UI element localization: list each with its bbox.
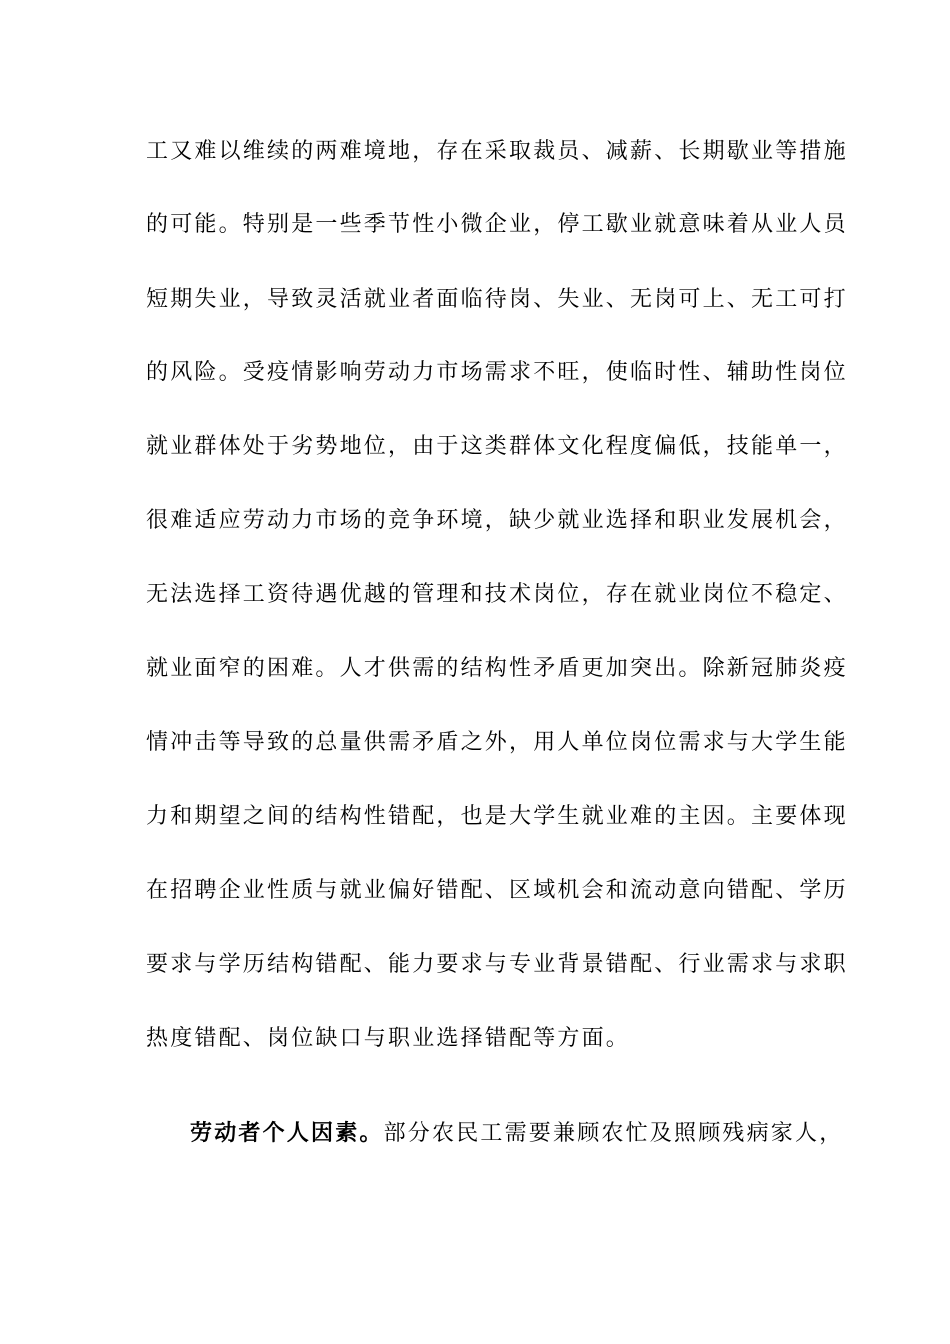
body-text-line: 就业群体处于劣势地位，由于这类群体文化程度偏低，技能单一，	[146, 434, 848, 459]
body-text-line: 力和期望之间的结构性错配，也是大学生就业难的主因。主要体现	[146, 804, 848, 829]
paragraph-line	[190, 1118, 844, 1149]
body-text-line: 要求与学历结构错配、能力要求与专业背景错配、行业需求与求职	[146, 952, 848, 977]
body-text-line: 就业面窄的困难。人才供需的结构性矛盾更加突出。除新冠肺炎疫	[146, 656, 848, 681]
body-text-line: 的风险。受疫情影响劳动力市场需求不旺，使临时性、辅助性岗位	[146, 360, 848, 385]
body-text-line: 工又难以维续的两难境地，存在采取裁员、减薪、长期歇业等措施	[146, 139, 848, 164]
paragraph-heading: 劳动者个人因素。	[190, 1120, 384, 1146]
body-text-line: 情冲击等导致的总量供需矛盾之外，用人单位岗位需求与大学生能	[146, 730, 848, 755]
body-text-line: 很难适应劳动力市场的竞争环境，缺少就业选择和职业发展机会，	[146, 508, 848, 533]
body-text-line: 的可能。特别是一些季节性小微企业，停工歇业就意味着从业人员	[146, 212, 848, 237]
paragraph-text: 部分农民工需要兼顾农忙及照顾残病家人，	[383, 1121, 844, 1146]
body-text-line: 短期失业，导致灵活就业者面临待岗、失业、无岗可上、无工可打	[146, 287, 848, 312]
body-text-line: 在招聘企业性质与就业偏好错配、区域机会和流动意向错配、学历	[146, 878, 848, 903]
body-text-line: 热度错配、岗位缺口与职业选择错配等方面。	[146, 1026, 631, 1051]
body-text-line: 无法选择工资待遇优越的管理和技术岗位，存在就业岗位不稳定、	[146, 582, 848, 607]
